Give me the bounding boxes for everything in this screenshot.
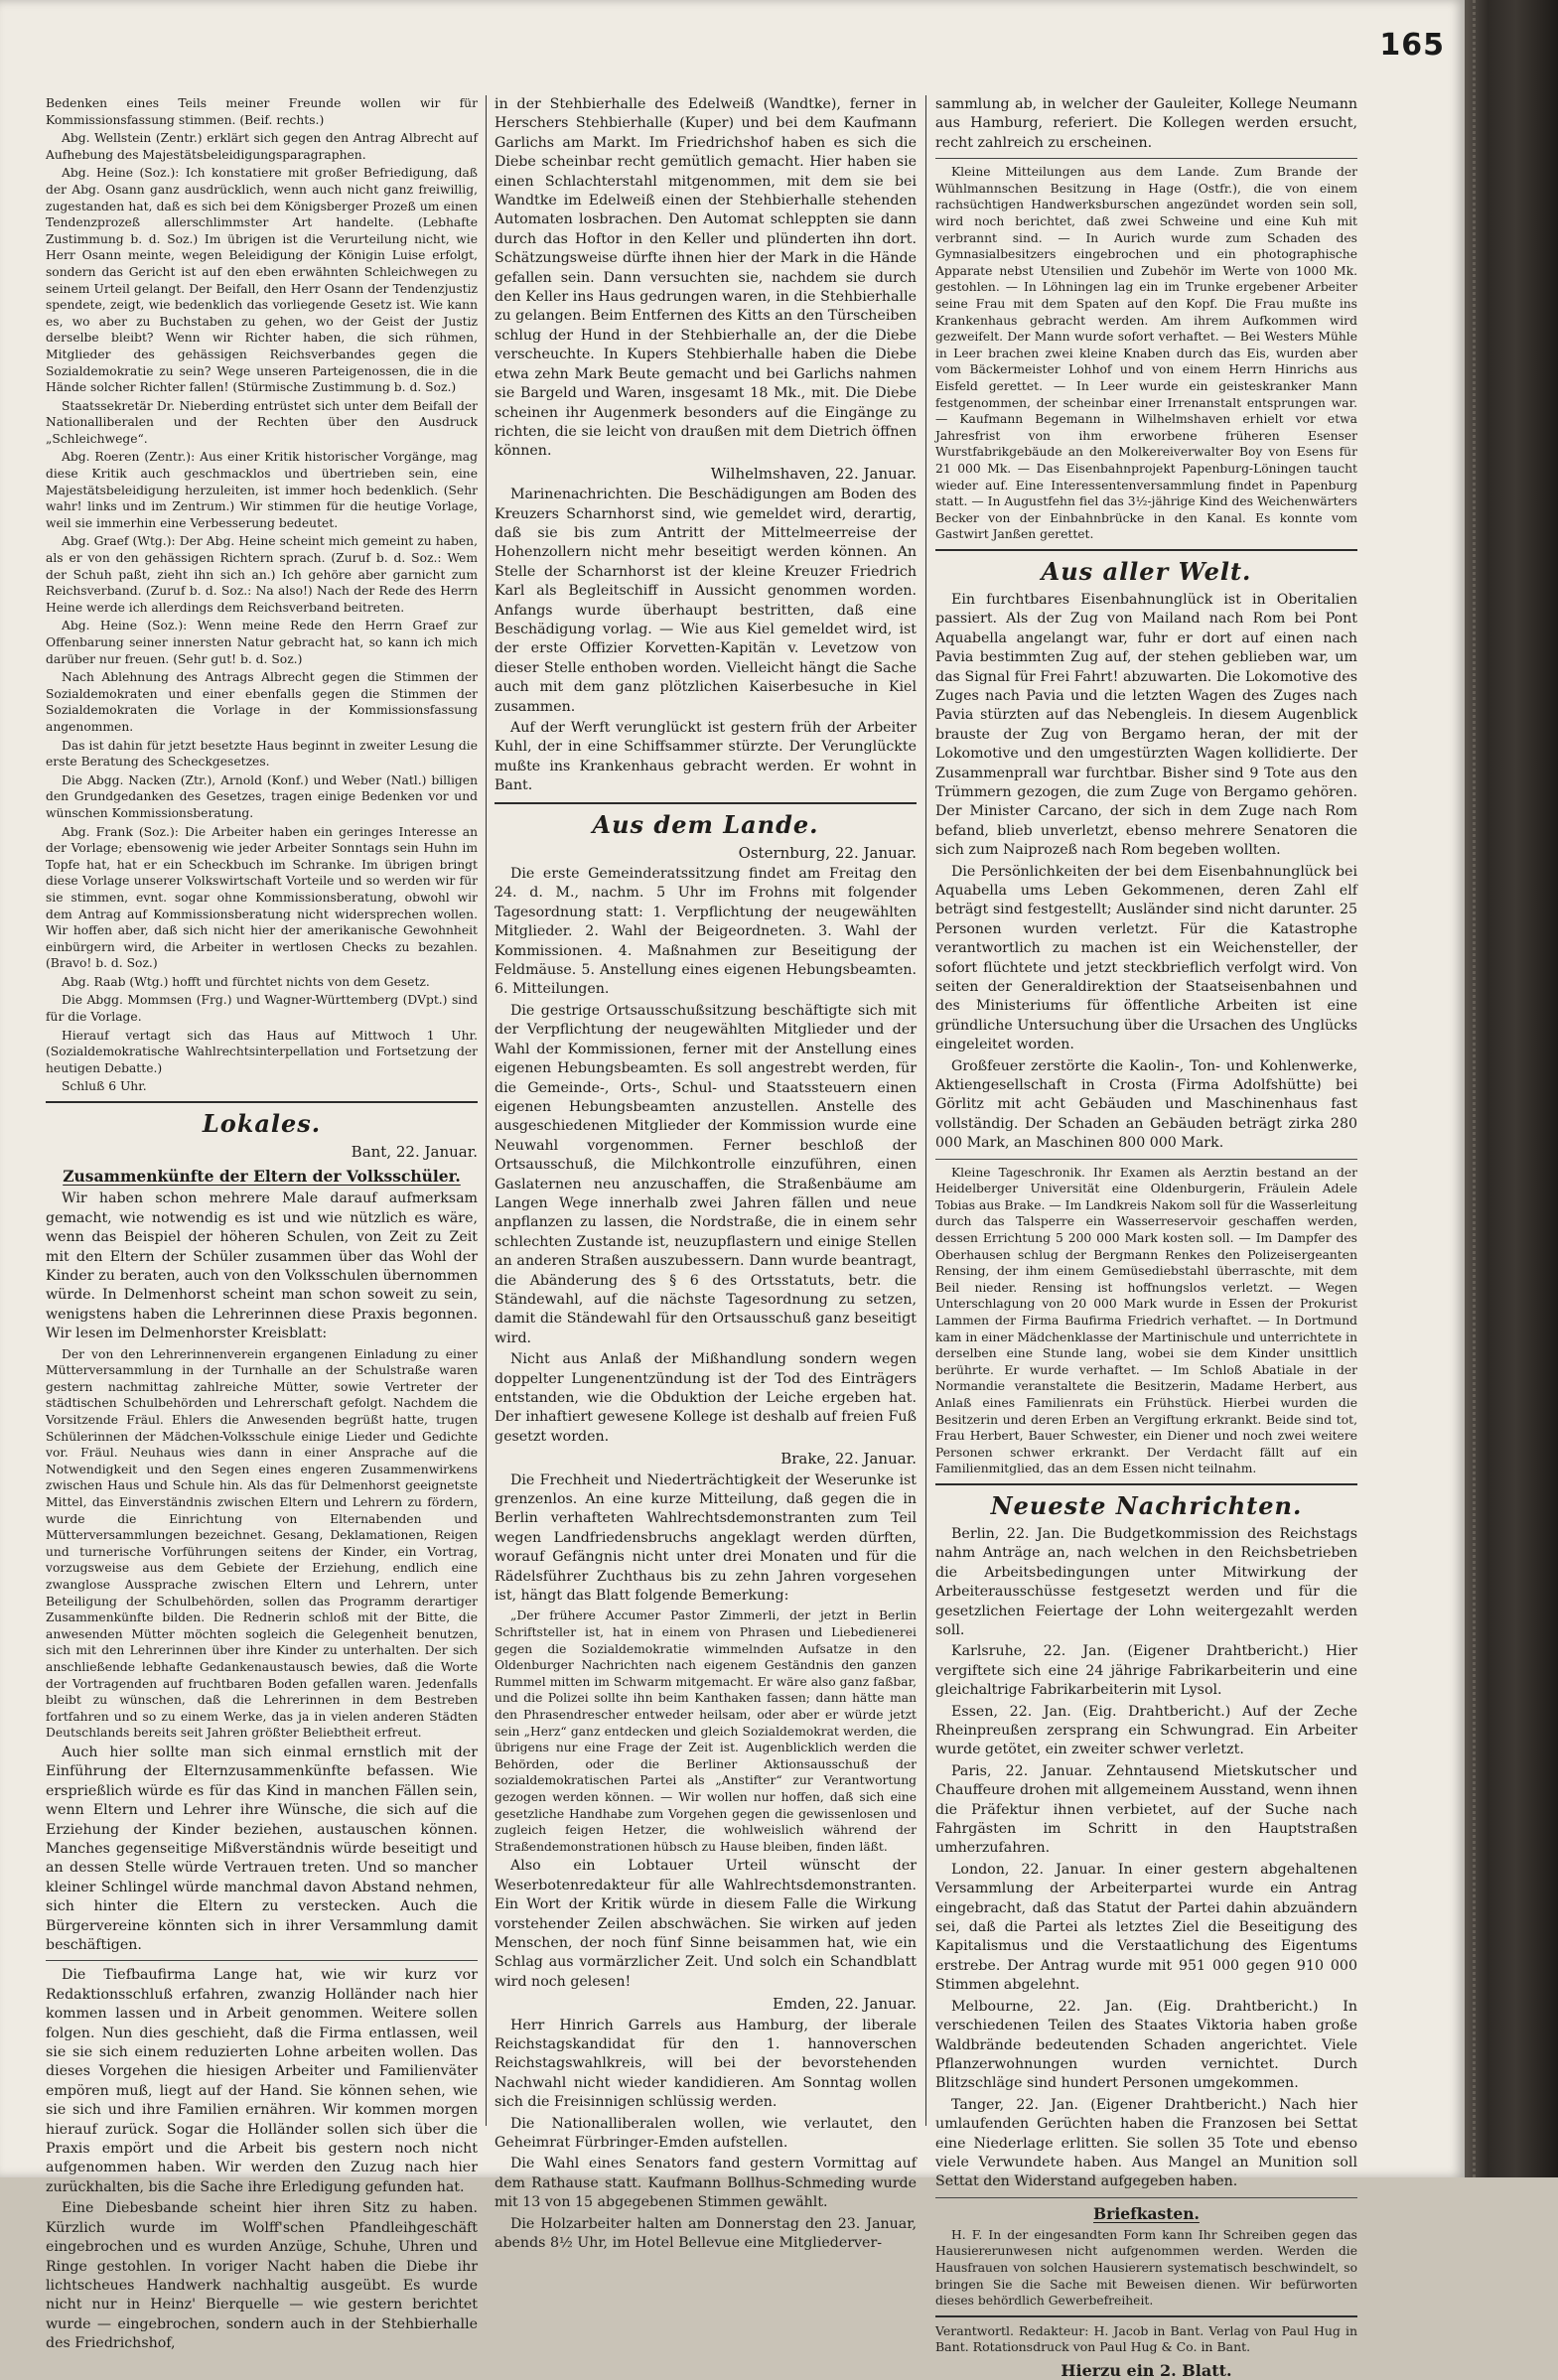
paragraph: Abg. Heine (Soz.): Ich konstatiere mit großer Befriedigung, daß der Abg. Osann ganz ausdrücklich, wenn auch nicht ganz freiwillig, zugestanden hat, daß es sich bei dem Königsberger Prozeß um einen Tendenzprozeß allerschlimmster Art handelte. (Lebhafte Zustimmung b. d. Soz.) Im übrigen ist die Verurteilung nicht, wie Herr Osann meinte, wegen Beleidigung der Königin Luise erfolgt, sondern das Gericht ist auf den eben erwähnten Schleichwegen zu seinem Urteil gelangt. Der Beifall, den Herr Osann der Tendenzjustiz spendete, zeigt, wie bedenklich das vorliegende Gesetz ist. Wie kann es, wo aber zu Buchstaben zu gehen, wo der Geist der Justiz derselbe bleibt? Wenn wir Richter haben, die sich rühmen, Mitglieder des gehässigen Reichsverbandes gegen die Sozialdemokratie zu sein? Wege unseren Parteigenossen, die in die Hände solcher Richter fallen! (Stürmische Zustimmung b. d. Soz.) bbox=[46, 166, 478, 395]
paragraph: Karlsruhe, 22. Jan. (Eigener Drahtbericht.) Hier vergiftete sich eine 24 jährige Fabrikarbeiterin und eine gleichaltrige Fabrikarbeiterin mit Lysol. bbox=[935, 1643, 1357, 1699]
paragraph: Staatssekretär Dr. Nieberding entrüstet sich unter dem Beifall der Nationalliberalen und der Rechten über den Ausdruck „Schleichwege“. bbox=[46, 398, 478, 446]
paragraph: Auch hier sollte man sich einmal ernstlich mit der Einführung der Elternzusammenkünfte befassen. Wie ersprießlich würde es für das Kind in manchen Fällen sein, wenn Eltern und Lehrer ihre Wünsche, die sich auf die Erziehung der Kinder beziehen, austauschen können. Manches gegenseitige Mißverständnis würde beseitigt und an dessen Stelle würde Vertrauen treten. Und so mancher kleiner Schlingel würde manchmal davon Abstand nehmen, sich hinter die Eltern zu verstecken. Auch die Bürgervereine könnten sich in ihrer Versammlung damit beschäftigen. bbox=[46, 1744, 478, 1953]
paragraph: Die gestrige Ortsausschußsitzung beschäftigte sich mit der Verpflichtung der neugewählten Mitglieder und der Wahl der Kommissionen, ferner mit der Anstellung eines eigenen Hebungsbeamten. Es soll angestrebt werden, für die Gemeinde-, Orts-, Schul- und Staatssteuern einen eigenen Hebungsbeamten anzustellen. Anstelle des ausgeschiedenen Mitglieder der Kommission wurde eine Neuwahl vorgenommen. Ferner beschloß der Ortsausschuß, die Milchkontrolle einzuführen, einen Gaslaternen neu anzuschaffen, die Straßenbäume am Langen Wege innerhalb zwei Jahren fällen und neue anpflanzen zu lassen, die Nordstraße, die in einem sehr schlechten Zustande ist, neuzupflastern und einige Stellen an anderen Straßen auszubessern. Dann wurde beantragt, die Abänderung des § 6 des Ortsstatuts, betr. die Ständewahl, auf die nächste Tagesordnung zu setzen, damit die Ständewahl für den Ortsausschuß ganz beseitigt wird. bbox=[495, 1002, 917, 1346]
imprint: Verantwortl. Redakteur: H. Jacob in Bant. Verlag von Paul Hug in Bant. Rotationsdruck von Paul Hug & Co. in Bant. bbox=[935, 2322, 1357, 2354]
paragraph: Abg. Raab (Wtg.) hofft und fürchtet nichts von dem Gesetz. bbox=[62, 974, 430, 989]
paragraph: Die Wahl eines Senators fand gestern Vormittag auf dem Rathause statt. Kaufmann Bollhus-Schmeding wurde mit 13 von 15 abgegebenen Stimmen gewählt. bbox=[495, 2156, 917, 2211]
paragraph: Die Holzarbeiter halten am Donnerstag den 23. Januar, abends 8½ Uhr, im Hotel Bellevue eine Mitgliederver- bbox=[495, 2215, 917, 2252]
paragraph: London, 22. Januar. In einer gestern abgehaltenen Versammlung der Arbeiterpartei wurde ein Antrag eingebracht, daß das Statut der Partei dahin abzuändern sei, daß die Partei als letztes Ziel die Beseitigung des Kapitalismus und die Verstaatlichung des Eigentums erstrebe. Der Antrag wurde mit 951 000 gegen 910 000 Stimmen abgelehnt. bbox=[935, 1861, 1357, 1994]
column-3 bbox=[935, 95, 1357, 2380]
dateline: Brake, 22. Januar. bbox=[780, 1450, 917, 1469]
paragraph: Abg. Heine (Soz.): Wenn meine Rede den Herrn Graef zur Offenbarung seiner innersten Natur gebracht hat, so kann ich mich darüber nur freuen. (Sehr gut! b. d. Soz.) bbox=[46, 619, 478, 666]
paragraph: „Der frühere Accumer Pastor Zimmerli, der jetzt in Berlin Schriftsteller ist, hat in einem von Phrasen und Liebedienerei gegen die Sozialdemokratie wimmelnden Aufsatze in den Oldenburger Nachrichten nach eigenem Geständnis den ganzen Rummel mitten im Schwarm mitgemacht. Er wäre also ganz faßbar, und die Polizei sollte ihn beim Kanthaken fassen; dann hätte man den Phrasendrescher entweder heilsam, oder aber er würde jetzt sein „Herz“ ganz entdecken und gleich Sozialdemokrat werden, die übrigens nur eine Frage der Zeit ist. Augenblicklich werden die Behörden, oder die Berliner Aktionsausschuß der sozialdemokratischen Partei als „Anstifter“ zur Verantwortung gezogen werden können. — Wir wollen nur hoffen, daß sich eine gesetzliche Handhabe zum Vorgehen gegen die gewissenlosen und zugleich feigen Hetzer, die wohlweislich während der Straßendemonstrationen hübsch zu Hause bleiben, finden läßt. bbox=[495, 1609, 917, 1854]
paragraph: Paris, 22. Januar. Zehntausend Mietskutscher und Chauffeure drohen mit allgemeinem Ausstand, wenn ihnen die Präfektur ihnen verbietet, auf der Suche nach Fahrgästen im Schritt in den Hauptstraßen umherzufahren. bbox=[935, 1762, 1357, 1857]
paragraph: Schluß 6 Uhr. bbox=[62, 1079, 147, 1094]
paragraph: Bedenken eines Teils meiner Freunde wollen wir für Kommissionsfassung stimmen. (Beif. rechts.) bbox=[46, 96, 478, 127]
divider bbox=[935, 158, 1357, 159]
reichstag-report bbox=[46, 95, 478, 1095]
paragraph: Eine Diebesbande scheint hier ihren Sitz zu haben. Kürzlich wurde im Wolff'schen Pfandleihgeschäft eingebrochen und es wurden Anzüge, Schuhe, Uhren und Ringe gestohlen. In voriger Nacht haben die Diebe ihr lichtscheues Handwerk nachhaltig ausgeübt. Es wurde nicht nur in Heinz' Bierquelle — wie gestern berichtet wurde — eingebrochen, sondern auch in der Stehbierhalle des Friedrichshof, bbox=[46, 2200, 478, 2352]
section-divider bbox=[46, 1101, 478, 1103]
section-divider bbox=[495, 802, 917, 804]
paragraph: Die Abgg. Nacken (Ztr.), Arnold (Konf.) und Weber (Natl.) billigen den Grundgedanken des Gesetzes, tragen einige Bedenken vor und wünschen Kommissionsberatung. bbox=[46, 772, 478, 820]
column-1 bbox=[46, 95, 478, 2352]
dateline: Emden, 22. Januar. bbox=[773, 1995, 917, 2014]
divider bbox=[935, 2197, 1357, 2198]
paragraph: Abg. Wellstein (Zentr.) erklärt sich gegen den Antrag Albrecht auf Aufhebung des Majestätsbeleidigungsparagraphen. bbox=[46, 131, 478, 162]
paragraph: Hierauf vertagt sich das Haus auf Mittwoch 1 Uhr. (Sozialdemokratische Wahlrechtsinterpellation und Fortsetzung der heutigen Debatte.) bbox=[46, 1028, 478, 1075]
paragraph: Kleine Mitteilungen aus dem Lande. Zum Brande der Wühlmannschen Besitzung in Hage (Ostfr.), die von einem rachsüchtigen Handwerksburschen angezündet worden sein soll, wird noch berichtet, daß zwei Schweine und eine Kuh mit verbrannt sind. — In Aurich wurde zum Schaden des Gymnasialbesitzers eingebrochen und ein photographische Apparate nebst Utensilien und Zubehör im Werte von 1000 Mk. gestohlen. — In Löhningen lag ein im Trunke ergebener Arbeiter seine Frau mit dem Spaten auf den Kopf. Die Frau mußte ins Krankenhaus gebracht werden. Am ihrem Aufkommen wird gezweifelt. Der Mann wurde sofort verhaftet. — Bei Westers Mühle in Leer brachen zwei kleine Knaben durch das Eis, wurden aber vom Bäckermeister Lohhof und von einem Herrn Hinrichs aus Eisfeld gerettet. — In Leer wurde ein geisteskranker Mann festgenommen, der scheinbar einer Irrenanstalt entsprungen war. — Kaufmann Begemann in Wilhelmshaven erhielt vor etwa Jahresfrist von ihm erworbene früheren Esenser Wurstfabrikgebäude an den Molkereiverwalter Boy von Esens für 21 000 Mk. — Das Eisenbahnprojekt Papenburg-Löningen taucht wieder auf. Eine Interessentenversammlung findet in Papenburg statt. — In Augustfehn fiel das 3½-jährige Kind des Weichenwärters Becker von der Einbahnbrücke in den Kanal. Es konnte vom Gastwirt Janßen gerettet. bbox=[935, 165, 1357, 542]
paragraph: Großfeuer zerstörte die Kaolin-, Ton- und Kohlenwerke, Aktiengesellschaft in Crosta (Firma Adolfshütte) bei Görlitz mit acht Gebäuden und Maschinenhaus fast vollständig. Der Schaden an Gebäuden beträgt zirka 280 000 Mark, an Maschinen 800 000 Mark. bbox=[935, 1057, 1357, 1152]
paragraph: Kleine Tageschronik. Ihr Examen als Aerztin bestand an der Heidelberger Universität eine Oldenburgerin, Fräulein Adele Tobias aus Brake. — Im Landkreis Nakom soll für die Wasserleitung durch das Talsperre ein Wasserreservoir geschaffen werden, dessen Errichtung 5 200 000 Mark kosten soll. — Im Dampfer des Oberhausen schlug der Bergmann Renkes den Polizeisergeanten Rensing, der ihm einem Gemüsediebstahl überraschte, mit dem Beil nieder. Rensing ist hoffnungslos verletzt. — Wegen Unterschlagung von 20 000 Mark wurde in Essen der Prokurist Lammen der Firma Baufirma Friedrich verhaftet. — In Dortmund kam in einer Mädchenklasse der Martinischule und unterrichtete in derselben eine Stunde lang, wobei sie dem Kinder unsittlich berührte. Er wurde verhaftet. — Im Schloß Abatiale in der Normandie veranstaltete die Besitzerin, Madame Herbert, aus Anlaß eines Familienrats ein Frühstück. Hierbei wurden die Besitzerin und deren Erben an Vergiftung erkrankt. Beide sind tot, Frau Herbert, Bauer Schwester, ein Diener und noch zwei weitere Personen schwer erkrankt. Der Verdacht fällt auf ein Familienmitglied, das an dem Essen nicht teilnahm. bbox=[935, 1165, 1357, 1476]
divider bbox=[935, 1159, 1357, 1160]
paragraph: Die Tiefbaufirma Lange hat, wie wir kurz vor Redaktionsschluß erfahren, zwanzig Holländer nach hier kommen lassen und in Arbeit genommen. Weitere sollen folgen. Nun dies geschieht, daß die Firma entlassen, weil sie sie sich einem reduzierten Lohne arbeiten wollen. Das dieses Vorgehen die hiesigen Arbeiter und Familienväter empören muß, liegt auf der Hand. Sie können sehen, wie sie sich und ihre Familien ernähren. Wir kommen morgen hierauf zurück. Sogar die Holländer sollen sich über die Praxis empört und die Arbeit bis gestern noch nicht aufgenommen haben. Wir werden den Zuzug nach hier zurückhalten, bis die Sache ihre Erledigung gefunden hat. bbox=[46, 1967, 478, 2195]
paragraph: H. F. In der eingesandten Form kann Ihr Schreiben gegen das Hausiererunwesen nicht aufgenommen werden. Werden die Hausfrauen von solchen Hausierern systematisch beschwindelt, so bringen Sie die Sache mit Beweisen dienen. Wir befürworten dieses behördlich Gewerbefreiheit. bbox=[935, 2227, 1357, 2309]
paragraph: Tanger, 22. Jan. (Eigener Drahtbericht.) Nach hier umlaufenden Gerüchten haben die Franzosen bei Settat eine Niederlage erlitten. Sie sollen 35 Tote und ebenso viele Verwundete haben. Aus Mangel an Munition soll Settat den Widerstand aufgegeben haben. bbox=[935, 2096, 1357, 2190]
column-rule bbox=[925, 95, 926, 2126]
paragraph: Die erste Gemeinderatssitzung findet am Freitag den 24. d. M., nachm. 5 Uhr im Frohns mit folgender Tagesordnung statt: 1. Verpflichtung der neugewählten Mitglieder. 2. Wahl der Beigeordneten. 3. Wahl der Kommissionen. 4. Maßnahmen zur Beseitigung der Feldmäuse. 5. Anstellung eines eigenen Hebungsbeamten. 6. Mitteilungen. bbox=[495, 866, 917, 998]
paragraph: in der Stehbierhalle des Edelweiß (Wandtke), ferner in Herschers Stehbierhalle (Kuper) und bei dem Kaufmann Garlichs am Markt. Im Friedrichshof haben es sich die Diebe scheinbar recht gemütlich gemacht. Hier haben sie einen Schlachterstahl mitgenommen, mit dem sie bei Wandtke im Edelweiß einen der Stehbierhalle stehenden Automaten losbrachen. Den Automat schleppten sie dann durch das Hoftor in den Keller und plünderten ihn dort. Schätzungsweise dürfte ihnen hier der Mark in die Hände gefallen sein. Dann versuchten sie, nachdem sie durch den Keller ins Haus gedrungen waren, in die Stehbierhalle zu gelangen. Beim Entfernen des Kitts an den Türscheiben schlug der Hund in der Stehbierhalle an, der die Diebe verscheuchte. In Kupers Stehbierhalle haben die Diebe etwa zehn Mark Beute gemacht und bei Garlichs nahmen sie Bargeld und Waren, insgesamt 18 Mk., mit. Die Diebe scheinen ihr Augenmerk besonders auf die Eingänge zu richten, die sie leicht von draußen mit dem Dietrich öffnen können. bbox=[495, 96, 917, 460]
column-rule bbox=[486, 95, 487, 2126]
section-divider bbox=[935, 549, 1357, 551]
paragraph: Nicht aus Anlaß der Mißhandlung sondern wegen doppelter Lungenentzündung ist der Tod des Einträgers entstanden, wie die Obduktion der Leiche ergeben hat. Der inhaftiert gewesene Kollege ist deshalb auf freien Fuß gesetzt worden. bbox=[495, 1351, 917, 1445]
paragraph: Die Abgg. Mommsen (Frg.) und Wagner-Württemberg (DVpt.) sind für die Vorlage. bbox=[46, 993, 478, 1025]
section-headline: Neueste Nachrichten. bbox=[990, 1490, 1303, 1520]
dateline: Osternburg, 22. Januar. bbox=[738, 843, 917, 862]
book-binding bbox=[1465, 0, 1558, 2177]
page-number: 165 bbox=[1379, 28, 1445, 63]
paragraph: Marinenachrichten. Die Beschädigungen am Boden des Kreuzers Scharnhorst sind, wie gemeldet wird, derartig, daß sie bis zum Antritt der Mittelmeerreise der Hohenzollern nicht mehr beseitigt werden können. An Stelle der Scharnhorst ist der kleine Kreuzer Friedrich Karl als Begleitschiff in Aussicht genommen worden. Anfangs wurde überhaupt bestritten, daß eine Beschädigung vorlag. — Wie aus Kiel gemeldet wird, ist der erste Offizier Korvetten-Kapitän v. Levetzow von dieser Stelle enthoben worden. Vielleicht hängt die Sache auch mit dem ganz plötzlichen Kaiserbesuche in Kiel zusammen. bbox=[495, 487, 917, 715]
section-headline: Aus dem Lande. bbox=[592, 809, 819, 839]
paragraph: Auf der Werft verunglückt ist gestern früh der Arbeiter Kuhl, der in eine Schiffsammer stürzte. Der Verunglückte mußte ins Krankenhaus gebracht werden. Er wohnt in Bant. bbox=[495, 720, 917, 794]
paragraph: Essen, 22. Jan. (Eig. Drahtbericht.) Auf der Zeche Rheinpreußen zersprang ein Schwungrad. Ein Arbeiter wurde getötet, ein zweiter schwer verletzt. bbox=[935, 1703, 1357, 1758]
paragraph: Die Persönlichkeiten der bei dem Eisenbahnunglück bei Aquabella ums Leben Gekommenen, deren Zahl elf beträgt sind festgestellt; Ausländer sind nicht darunter. 25 Personen wurden verletzt. Für die Katastrophe verantwortlich zu machen ist ein Weichensteller, der sofort flüchtete und jetzt steckbrieflich verfolgt wird. Von seiten der Generaldirektion der Staatseisenbahnen und des Ministeriums für öffentliche Arbeiten ist eine gründliche Untersuchung über die Ursachen des Unglücks eingeleitet worden. bbox=[935, 863, 1357, 1053]
article-headline: Zusammenkünfte der Eltern der Volksschüler. bbox=[63, 1167, 461, 1187]
section-headline: Lokales. bbox=[202, 1109, 322, 1139]
paragraph: Der von den Lehrerinnenverein ergangenen Einladung zu einer Mütterversammlung in der Turnhalle an der Schulstraße waren gestern nachmittag zahlreiche Mütter, sowie Vertreter der städtischen Schulbehörden und Lehrerschaft gefolgt. Nachdem die Vorsitzende Fräul. Ehlers die Anwesenden begrüßt hatte, trugen Schülerinnen der Mädchen-Volksschule einige Lieder und Gedichte vor. Fräul. Neuhaus wies dann in einer Ansprache auf die Notwendigkeit und den Segen eines engeren Zusammenwirkens zwischen Haus und Schule hin. Als das für Delmenhorst geeignetste Mittel, das Einverständnis zwischen Eltern und Lehrern zu fördern, wurde die Einrichtung von Elternabenden und Mütterversammlungen bezeichnet. Gesang, Deklamationen, Reigen und turnerische Vorführungen seitens der Kinder, ein Vortrag, vorzugsweise aus dem Gebiete der Erziehung, endlich eine zwanglose Aussprache zwischen Eltern und Lehrern, unter Beteiligung der Schulbehörden, sollen das Programm derartiger Zusammenkünfte bilden. Die Rednerin schloß mit der Bitte, die anwesenden Mütter möchten sogleich die Gelegenheit benutzen, sich mit den Lehrerinnen über ihre Kinder zu unterhalten. Der sich anschließende lebhafte Gedankenaustausch bewies, daß die Worte der Vortragenden auf fruchtbaren Boden gefallen waren. Jedenfalls bleibt zu wünschen, daß die Lehrerinnen in dem Bestreben fortfahren und so zu einem Werke, das ja in vielen anderen Städten Deutschlands bereits seit Jahren größter Beliebtheit erfreut. bbox=[46, 1346, 478, 1741]
paragraph: Also ein Lobtauer Urteil wünscht der Weserbotenredakteur für alle Wahlrechtsdemonstranten. Ein Wort der Kritik würde in diesem Falle die Wirkung vorstehender Zeilen abschwächen. Sie wirken auf jeden Menschen, der noch fünf Sinne beisammen hat, wie ein Schlag aus vormärzlicher Zeit. Und solch ein Schandblatt wird noch gelesen! bbox=[495, 1858, 917, 1990]
section-divider bbox=[935, 1483, 1357, 1485]
paragraph: Wir haben schon mehrere Male darauf aufmerksam gemacht, wie notwendig es ist und wie nützlich es wäre, wenn das Beispiel der höheren Schulen, von Zeit zu Zeit mit den Eltern der Schüler zusammen über das Wohl der Kinder zu beraten, auch von den Volksschulen übernommen würde. In Delmenhorst scheint man schon soweit zu sein, wenigstens haben die Lehrerinnen diese Praxis begonnen. Wir lesen im Delmenhorster Kreisblatt: bbox=[46, 1190, 478, 1342]
paragraph: Ein furchtbares Eisenbahnunglück ist in Oberitalien passiert. Als der Zug von Mailand nach Rom bei Pont Aquabella angelangt war, fuhr er dort auf einen nach Pavia bestimmten Zug auf, der stehen geblieben war, um das Signal für Frei Fahrt! abzuwarten. Die Lokomotive des Zuges nach Pavia und die letzten Wagen des Zuges nach Pavia stürzten auf das Nebengleis. In diesem Augenblick brauste der Zug von Bergamo heran, der mit der Lokomotive und den umgestürzten Wagen kollidierte. Der Zusammenprall war furchtbar. Bisher sind 9 Tote aus den Trümmern gezogen, die zum Zuge von Bergamo gehören. Der Minister Carcano, der sich in dem Zuge nach Rom befand, blieb unverletzt, ebenso mehrere Senatoren die sich zum Naiprozeß nach Rom begeben wollten. bbox=[935, 591, 1357, 859]
divider bbox=[46, 1960, 478, 1961]
paragraph: Die Frechheit und Niederträchtigkeit der Weserunke ist grenzenlos. An eine kurze Mitteilung, daß gegen die in Berlin verhafteten Wahlrechtsdemonstranten zum Teil wegen Landfriedensbruchs angeklagt werden dürften, worauf Gefängnis nicht unter drei Monaten und für die Rädelsführer Zuchthaus bis zu zehn Jahren vorgesehen ist, hängt das Blatt folgende Bemerkung: bbox=[495, 1471, 917, 1605]
paragraph: Berlin, 22. Jan. Die Budgetkommission des Reichstags nahm Anträge an, nach welchen in den Reichsbetrieben die Arbeitsbedingungen unter Mitwirkung der Arbeiterausschüsse festgesetzt werden und für die gesetzlichen Feiertage der Lohn weitergezahlt werden soll. bbox=[935, 1525, 1357, 1638]
paragraph: Melbourne, 22. Jan. (Eig. Drahtbericht.) In verschiedenen Teilen des Staates Viktoria haben große Waldbrände bedeutenden Schaden angerichtet. Viele Pflanzerwohnungen wurden vernichtet. Durch Blitzschläge sind hundert Personen umgekommen. bbox=[935, 1998, 1357, 2092]
paragraph: Das ist dahin für jetzt besetzte Haus beginnt in zweiter Lesung die erste Beratung des Scheckgesetzes. bbox=[46, 738, 478, 770]
paragraph: Herr Hinrich Garrels aus Hamburg, der liberale Reichstagskandidat für den 1. hannoverschen Reichstagswahlkreis, will bei der bevorstehenden Nachwahl nicht wieder kandidieren. Am Sonntag wollen sich die Freisinnigen schlüssig werden. bbox=[495, 2017, 917, 2111]
section-divider bbox=[935, 2315, 1357, 2317]
paragraph: Abg. Roeren (Zentr.): Aus einer Kritik historischer Vorgänge, mag diese Kritik auch geschmacklos und übertrieben sein, eine Majestätsbeleidigung herzuleiten, ist immer hoch bedenklich. (Sehr wahr! links und im Zentrum.) Wir stimmen für die heutige Vorlage, weil sie immerhin eine Verbesserung bedeutet. bbox=[46, 450, 478, 530]
paragraph: Abg. Frank (Soz.): Die Arbeiter haben ein geringes Interesse an der Vorlage; ebensowenig wie jeder Arbeiter Sonntags sein Huhn im Topfe hat, hat er ein Scheckbuch im Schranke. Im übrigen bringt diese Vorlage unserer Volkswirtschaft Vorteile und so werden wir für sie stimmen, evnt. sogar ohne Kommissionsberatung, obwohl wir dem Antrag auf Kommissionsberatung nicht widersprechen wollen. Wir hoffen aber, daß sich nicht hier der amerikanische Gewohnheit einbürgern wird, die Arbeiter in wertlosen Checks zu bezahlen. (Bravo! b. d. Soz.) bbox=[46, 824, 478, 971]
article-headline: Briefkasten. bbox=[1093, 2203, 1200, 2223]
section-headline: Aus aller Welt. bbox=[1041, 556, 1252, 586]
dateline: Wilhelmshaven, 22. Januar. bbox=[710, 464, 917, 483]
dateline: Bant, 22. Januar. bbox=[351, 1143, 478, 1162]
paragraph: Nach Ablehnung des Antrags Albrecht gegen die Stimmen der Sozialdemokraten und einer ebenfalls gegen die Stimmen der Sozialdemokraten die Vorlage in der Kommissionsfassung angenommen. bbox=[46, 670, 478, 734]
end-note: Hierzu ein 2. Blatt. bbox=[1061, 2360, 1232, 2380]
paragraph: sammlung ab, in welcher der Gauleiter, Kollege Neumann aus Hamburg, referiert. Die Kollegen werden ersucht, recht zahlreich zu erscheinen. bbox=[935, 96, 1357, 151]
column-2 bbox=[495, 95, 917, 2252]
paragraph: Abg. Graef (Wtg.): Der Abg. Heine scheint mich gemeint zu haben, als er von den gehässigen Richtern sprach. (Zuruf b. d. Soz.: Wem der Schuh paßt, zieht ihn sich an.) Ich gehöre aber garnicht zum Reichsverband. (Zuruf b. d. Soz.: Na also!) Nach der Rede des Herrn Heine werde ich allerdings dem Reichsverband beitreten. bbox=[46, 534, 478, 615]
paragraph: Die Nationalliberalen wollen, wie verlautet, den Geheimrat Fürbringer-Emden aufstellen. bbox=[495, 2115, 917, 2152]
